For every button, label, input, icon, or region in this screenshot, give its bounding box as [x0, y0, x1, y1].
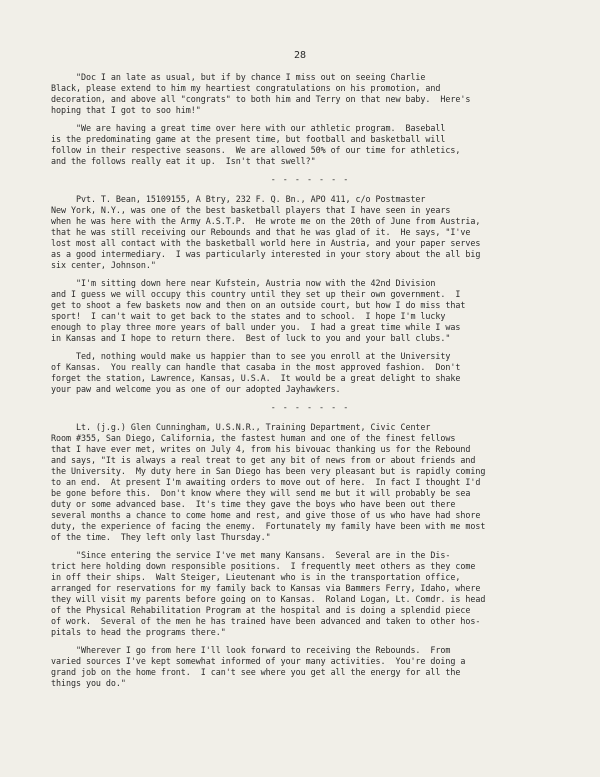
section-separator: - - - - - - -: [270, 174, 350, 184]
paragraph-cunningham: Lt. (j.g.) Glen Cunningham, U.S.N.R., Training Department, Civic Center Room #355, San Diego, California, the fastest human and one of the finest fellows that I have ever met, writes on July 4, from his bivouac thanking us for the Rebound and says, "It is always a real treat to get any bit of news from or about friends and the University. My duty here in San Diego has been very pleasant but is rapidly coming to an end. At present I'm awaiting orders to move out of here. In fact I thought I'd be gone before this. Don't know where they will send me but it will probably be sea duty or some advanced base. It's time they gave the boys who have been out there several months a chance to come home and rest, and give those of us who have had shore duty, the experience of facing the enemy. Fortunately my family have been with me most of the time. They left only last Thursday.": [51, 422, 486, 542]
paragraph-ted-reply: Ted, nothing would make us happier than to see you enroll at the University of Kansas. You really can handle that casaba in the most approved fashion. Don't forget the station, Lawrence, Kansas, U.S.A. It would be a great delight to shake your paw and welcome you as one of our adopted Jayhawkers.: [51, 351, 461, 394]
section-separator: - - - - - - -: [270, 402, 350, 412]
paragraph-doc-late: "Doc I an late as usual, but if by chance I miss out on seeing Charlie Black, please extend to him my heartiest congratulations on his promotion, and decoration, and above all "congrats" to both him and Terry on that new baby. Here's hoping that I got to soo him!": [51, 72, 471, 115]
paragraph-kufstein: "I'm sitting down here near Kufstein, Austria now with the 42nd Division and I guess we will occupy this country until they set up their own government. I get to shoot a few baskets now and then on an outside court, but how I do miss that sport! I can't wait to get back to the states and to school. I hope I'm lucky enough to play three more years of ball under you. I had a great time while I was in Kansas and I hope to return there. Best of luck to you and your ball clubs.": [51, 278, 466, 343]
paragraph-rebounds: "Wherever I go from here I'll look forward to receiving the Rebounds. From varied sources I've kept somewhat informed of your many activities. You're doing a grand job on the home front. I can't see where you get all the energy for all the things you do.": [51, 645, 466, 688]
page-number: 28: [293, 50, 307, 61]
paragraph-kansans: "Since entering the service I've met many Kansans. Several are in the Dis- trict here holding down responsible positions. I frequently meet others as they come in off their ships. Walt Steiger, Lieutenant who is in the transportation office, arranged for reservations for my family back to Kansas via Bammers Ferry, Idaho, where they will visit my parents before going on to Kansas. Roland Logan, Lt. Comdr. is head of the Physical Rehabilitation Program at the hospital and is doing a splendid piece of work. Several of the men he has trained have been advanced and taken to other hos- pitals to head the programs there.": [51, 550, 486, 637]
paragraph-pvt-bean: Pvt. T. Bean, 15109155, A Btry, 232 F. Q. Bn., APO 411, c/o Postmaster New York, N.Y., was one of the best basketball players that I have seen in years when he was here with the Army A.S.T.P. He wrote me on the 20th of June from Austria, that he was still receiving our Rebounds and that he was glad of it. He says, "I've lost most all contact with the basketball world here in Austria, and your paper serves as a good intermediary. I was particularly interested in your story about the all big six center, Johnson.": [51, 194, 481, 270]
letter-body: [51, 72, 569, 696]
paragraph-athletic-program: "We are having a great time over here with our athletic program. Baseball is the predominating game at the present time, but football and basketball will follow in their respective seasons. We are allowed 50% of our time for athletics, and the follows really eat it up. Isn't that swell?": [51, 123, 461, 166]
